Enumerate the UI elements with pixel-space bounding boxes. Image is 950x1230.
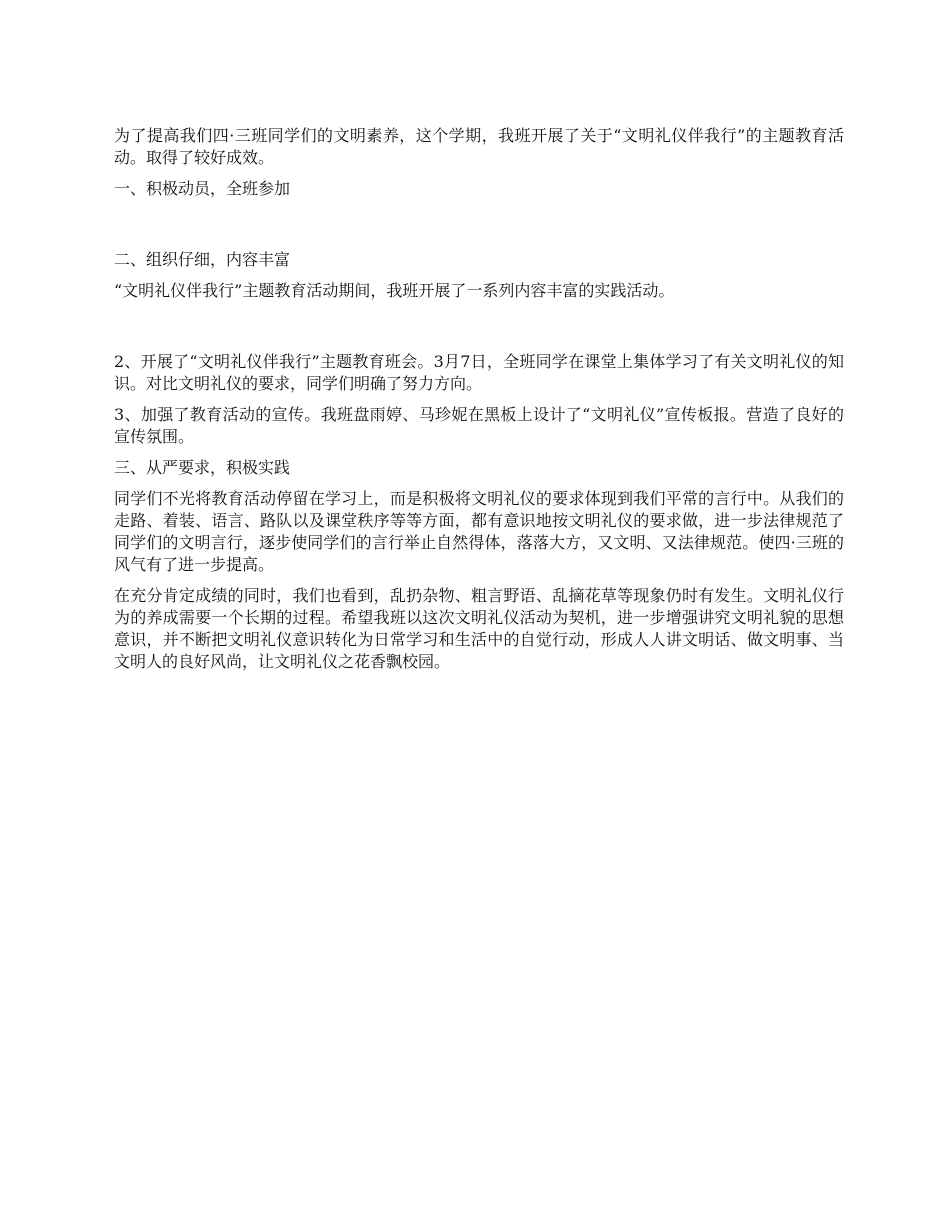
- section-heading-1: 一、积极动员，全班参加: [114, 179, 291, 198]
- section-heading-2: 二、组织仔细，内容丰富: [114, 250, 291, 269]
- section-heading-3: 三、从严要求，积极实践: [114, 458, 291, 477]
- blank-gap: [114, 311, 844, 351]
- conclusion-paragraph: 在充分肯定成绩的同时，我们也看到，乱扔杂物、粗言野语、乱摘花草等现象仍时有发生。文明礼仪行为的养成需要一个长期的过程。希望我班以这次文明礼仪活动为契机，进一步增强讲究文明礼貌的思想意识，并不断把文明礼仪意识转化为日常学习和生活中的自觉行动，形成人人讲文明话、做文明事、当文明人的良好风尚，让文明礼仪之花香飘校园。: [114, 586, 844, 671]
- list-item-3: 3、加强了教育活动的宣传。我班盘雨婷、马珍妮在黑板上设计了“文明礼仪”宣传板报。营造了良好的宣传氛围。: [114, 405, 844, 446]
- blank-gap: [114, 209, 844, 249]
- section-3-paragraph: 同学们不光将教育活动停留在学习上，而是积极将文明礼仪的要求体现到我们平常的言行中。从我们的走路、着装、语言、路队以及课堂秩序等等方面，都有意识地按文明礼仪的要求做，进一步法律规范了同学们的文明言行，逐步使同学们的言行举止自然得体，落落大方，又文明、又法律规范。使四·三班的风气有了进一步提高。: [114, 489, 844, 574]
- section-2-intro-paragraph: “文明礼仪伴我行”主题教育活动期间，我班开展了一系列内容丰富的实践活动。: [114, 281, 675, 300]
- document-body: [114, 125, 844, 682]
- list-item-2: 2、开展了“文明礼仪伴我行”主题教育班会。3月7日，全班同学在课堂上集体学习了有关文明礼仪的知识。对比文明礼仪的要求，同学们明确了努力方向。: [114, 352, 844, 393]
- intro-paragraph: 为了提高我们四·三班同学们的文明素养，这个学期，我班开展了关于“文明礼仪伴我行”的主题教育活动。取得了较好成效。: [114, 126, 844, 167]
